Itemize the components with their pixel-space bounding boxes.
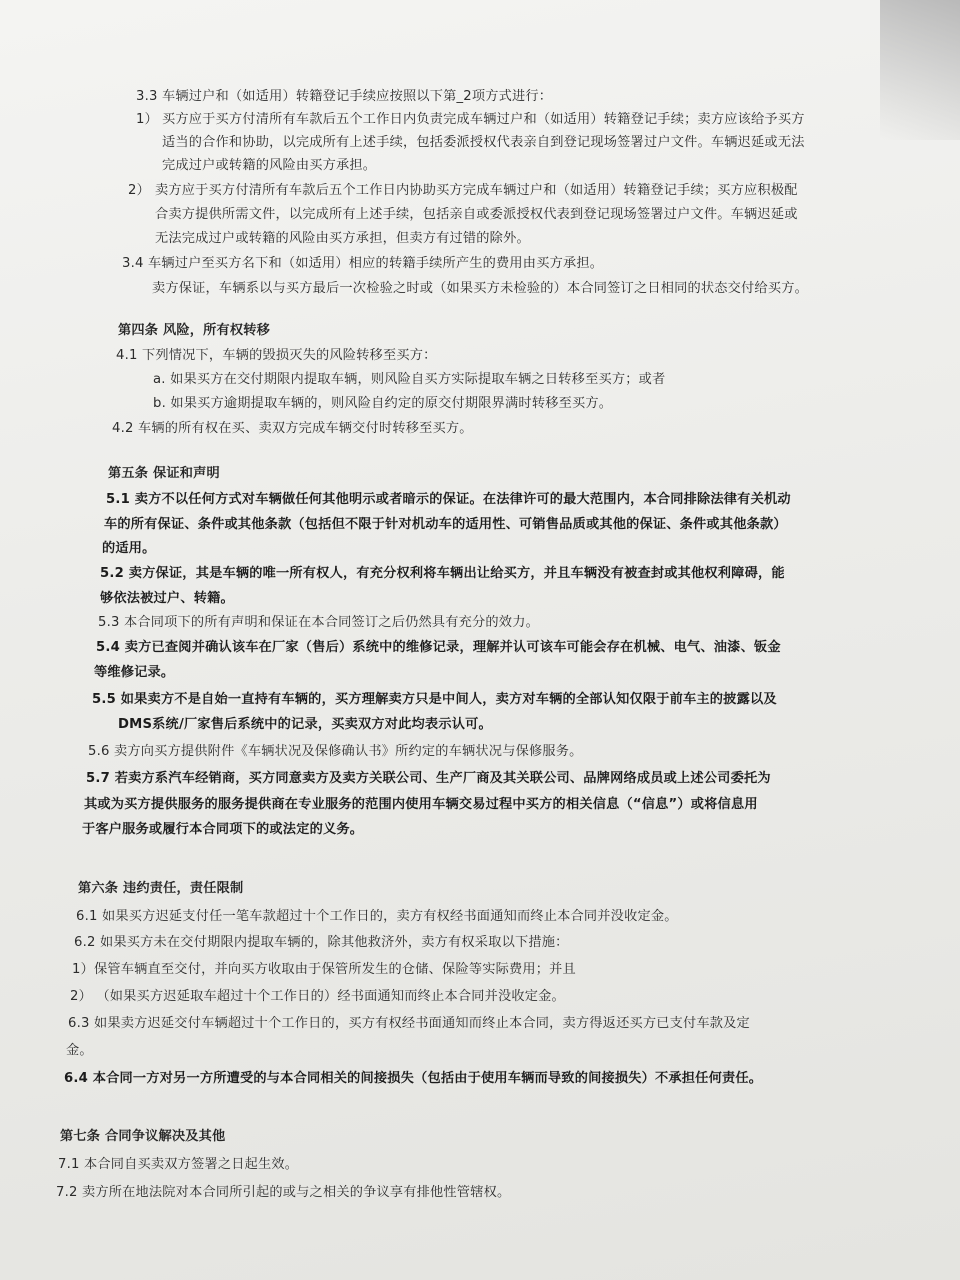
clause-5-4-line: 5.4 卖方已查阅并确认该车在厂家（售后）系统中的维修记录，理解并认可该车可能会存在机械、电气、油漆、钣金 <box>96 640 781 655</box>
clause-5-4-line: 等维修记录。 <box>94 665 175 680</box>
clause-5-7-line: 其或为买方提供服务的服务提供商在专业服务的范围内使用车辆交易过程中买方的相关信息（“信息”）或将信息用 <box>84 797 758 812</box>
clause-5-5-line: 5.5 如果卖方不是自始一直持有车辆的，买方理解卖方只是中间人，卖方对车辆的全部认知仅限于前车主的披露以及 <box>92 692 777 707</box>
clause-3-3-option-2-line: 无法完成过户或转籍的风险由买方承担，但卖方有过错的除外。 <box>155 231 530 246</box>
clause-7-1: 7.1 本合同自买卖双方签署之日起生效。 <box>58 1157 299 1172</box>
clause-5-7-line: 5.7 若卖方系汽车经销商，买方同意卖方及卖方关联公司、生产厂商及其关联公司、品牌网络成员或上述公司委托为 <box>86 771 771 786</box>
clause-5-1-line: 车的所有保证、条件或其他条款（包括但不限于针对机动车的适用性、可销售品质或其他的保证、条件或其他条款） <box>104 517 787 532</box>
clause-6-2-item-1: 1）保管车辆直至交付，并向买方收取由于保管所发生的仓储、保险等实际费用；并且 <box>72 962 576 977</box>
clause-4-2: 4.2 车辆的所有权在买、卖双方完成车辆交付时转移至买方。 <box>112 421 473 436</box>
clause-6-2: 6.2 如果买方未在交付期限内提取车辆的，除其他救济外，卖方有权采取以下措施： <box>74 935 569 950</box>
clause-5-1-line: 5.1 卖方不以任何方式对车辆做任何其他明示或者暗示的保证。在法律许可的最大范围内，本合同排除法律有关机动 <box>106 492 791 507</box>
article-7-heading: 第七条 合同争议解决及其他 <box>60 1129 226 1144</box>
clause-4-1: 4.1 下列情况下，车辆的毁损灭失的风险转移至买方： <box>116 348 437 363</box>
clause-4-1-item-a: a. 如果买方在交付期限内提取车辆，则风险自买方实际提取车辆之日转移至买方；或者 <box>153 372 666 387</box>
clause-5-5-line: DMS系统/厂家售后系统中的记录，买卖双方对此均表示认可。 <box>118 717 492 732</box>
clause-5-1-line: 的适用。 <box>102 541 156 556</box>
clause-5-7-line: 于客户服务或履行本合同项下的或法定的义务。 <box>82 822 364 837</box>
clause-6-2-item-2: 2） （如果买方迟延取车超过十个工作日的）经书面通知而终止本合同并没收定金。 <box>70 989 565 1004</box>
clause-5-3: 5.3 本合同项下的所有声明和保证在本合同签订之后仍然具有充分的效力。 <box>98 615 539 630</box>
clause-3-3-option-1-line: 适当的合作和协助，以完成所有上述手续，包括委派授权代表亲自到登记现场签署过户文件。车辆迟延或无法 <box>162 135 805 150</box>
clause-6-1: 6.1 如果买方迟延支付任一笔车款超过十个工作日的，卖方有权经书面通知而终止本合同并没收定金。 <box>76 909 678 924</box>
article-6-heading: 第六条 违约责任，责任限制 <box>78 881 244 896</box>
clause-5-6: 5.6 卖方向买方提供附件《车辆状况及保修确认书》所约定的车辆状况与保修服务。 <box>88 744 583 759</box>
clause-6-3-line: 金。 <box>66 1043 93 1058</box>
clause-3-3-option-1-number: 1） <box>136 112 158 127</box>
clause-4-1-item-b: b. 如果买方逾期提取车辆的，则风险自约定的原交付期限界满时转移至买方。 <box>153 396 613 411</box>
clause-3-4: 3.4 车辆过户至买方名下和（如适用）相应的转籍手续所产生的费用由买方承担。 <box>122 256 604 271</box>
clause-3-3-option-1-line: 完成过户或转籍的风险由买方承担。 <box>162 158 377 173</box>
clause-3-3-option-1-line: 买方应于买方付清所有车款后五个工作日内负责完成车辆过户和（如适用）转籍登记手续；卖方应该给予买方 <box>162 112 805 127</box>
page-corner-shadow <box>880 0 960 140</box>
article-5-heading: 第五条 保证和声明 <box>108 466 220 481</box>
clause-6-3-line: 6.3 如果卖方迟延交付车辆超过十个工作日的，买方有权经书面通知而终止本合同，卖方得返还买方已支付车款及定 <box>68 1016 750 1031</box>
article-4-heading: 第四条 风险，所有权转移 <box>118 323 271 338</box>
clause-5-2-line: 够依法被过户、转籍。 <box>100 591 234 606</box>
clause-7-2: 7.2 卖方所在地法院对本合同所引起的或与之相关的争议享有排他性管辖权。 <box>56 1185 511 1200</box>
clause-6-4: 6.4 本合同一方对另一方所遭受的与本合同相关的间接损失（包括由于使用车辆而导致的间接损失）不承担任何责任。 <box>64 1071 763 1086</box>
clause-5-2-line: 5.2 卖方保证，其是车辆的唯一所有权人，有充分权利将车辆出让给买方，并且车辆没有被查封或其他权利障碍，能 <box>100 566 785 581</box>
clause-3-3-option-2-number: 2） <box>128 183 150 198</box>
clause-3-3-option-2-line: 卖方应于买方付清所有车款后五个工作日内协助买方完成车辆过户和（如适用）转籍登记手续；买方应积极配 <box>155 183 798 198</box>
clause-3-3-title: 3.3 车辆过户和（如适用）转籍登记手续应按照以下第_2项方式进行： <box>136 89 553 104</box>
clause-3-3-option-2-line: 合卖方提供所需文件，以完成所有上述手续，包括亲自或委派授权代表到登记现场签署过户文件。车辆迟延或 <box>155 207 798 222</box>
clause-3-4-warranty: 卖方保证，车辆系以与买方最后一次检验之时或（如果买方未检验的）本合同签订之日相同的状态交付给买方。 <box>152 281 808 296</box>
